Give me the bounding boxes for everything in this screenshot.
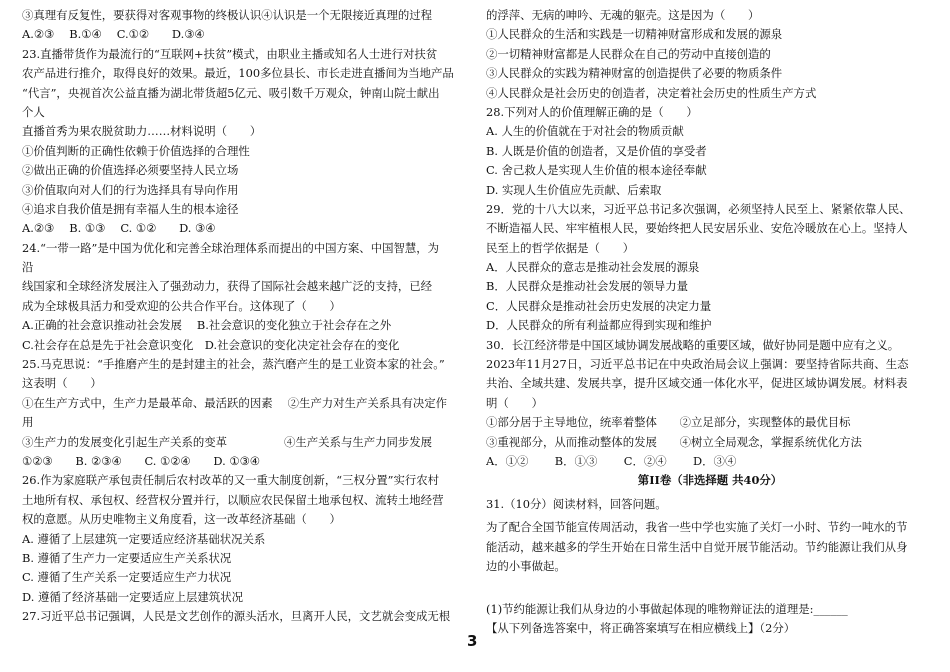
- right-line: 2023年11月27日，习近平总书记在中央政治局会议上强调：要坚持省际共商、生态: [486, 357, 909, 372]
- left-line: B. 遵循了生产力一定要适应生产关系状况: [22, 550, 232, 565]
- right-line: 第II卷（非选择题 共40分）: [637, 473, 783, 488]
- right-line: C．人民群众是推动社会历史发展的决定力量: [486, 298, 712, 313]
- left-line: 23.直播带货作为最流行的“互联网+扶贫”模式，由职业主播或知名人士进行对扶贫: [22, 46, 438, 61]
- left-line: 权的意愿。从历史唯物主义角度看，这一改革经济基础（ ）: [22, 512, 341, 527]
- right-line: C. 舍己救人是实现人生价值的根本途径奉献: [486, 163, 707, 178]
- left-line: ③生产力的发展变化引起生产关系的变革 ④生产关系与生产力同步发展: [22, 434, 433, 449]
- left-line: C.社会存在总是先于社会意识变化 D.社会意识的变化决定社会存在的变化: [22, 337, 400, 352]
- left-line: ①价值判断的正确性依赖于价值选择的合理性: [22, 143, 250, 158]
- left-line: D. 遵循了经济基础一定要适应上层建筑状况: [22, 589, 244, 604]
- left-line: “代言”，央视首次公益直播为湖北带货超5亿元、吸引数千万观众，钟南山院士献出: [22, 85, 440, 100]
- left-line: 沿: [22, 260, 34, 275]
- right-line: 【从下列备选答案中，将正确答案填写在相应横线上】（2分）: [486, 621, 796, 636]
- left-line: ①②③ B. ②③④ C. ①②④ D. ①③④: [22, 453, 261, 468]
- right-line: 的浮萍、无病的呻吟、无魂的躯壳。这是因为（ ）: [486, 8, 760, 22]
- right-line: ③人民群众的实践为精神财富的创造提供了必要的物质条件: [486, 66, 783, 81]
- right-line: D．人民群众的所有利益都应得到实现和维护: [486, 318, 712, 333]
- page-number: 3: [467, 632, 478, 650]
- left-line: 直播首秀为果农脱贫助力……材料说明（ ）: [22, 124, 262, 139]
- right-line: 民至上的哲学依据是（ ）: [486, 240, 635, 255]
- left-line: 25.马克思说：“手推磨产生的是封建主的社会，蒸汽磨产生的是工业资本家的社会。”: [22, 357, 445, 372]
- left-line: 个人: [22, 104, 45, 119]
- right-line: ④人民群众是社会历史的创造者，决定着社会历史的性质生产方式: [486, 85, 817, 100]
- left-line: ③真理有反复性，要获得对客观事物的终极认识④认识是一个无限接近真理的过程: [22, 8, 433, 22]
- right-line: A．①② B．①③ C．②④ D．③④: [486, 453, 737, 468]
- left-line: 这表明（ ）: [22, 376, 102, 391]
- right-line: 31.（10分）阅读材料，回答问题。: [486, 496, 667, 511]
- right-line: (1)节约能源让我们从身边的小事做起体现的唯物辩证法的道理是:______: [486, 601, 848, 616]
- left-line: A.②③ B. ①③ C. ①② D. ③④: [22, 221, 216, 236]
- left-line: 线国家和全球经济发展注入了强劲动力，获得了国际社会越来越广泛的支持，已经: [22, 279, 433, 294]
- left-line: ①在生产方式中，生产力是最革命、最活跃的因素 ②生产力对生产关系具有决定作: [22, 395, 448, 410]
- left-line: 农产品进行推介，取得良好的效果。最近，100多位县长、市长走进直播间为当地产品: [22, 66, 454, 81]
- right-line: 30．长江经济带是中国区域协调发展战略的重要区域，做好协同是题中应有之义。: [486, 337, 900, 352]
- right-line: [486, 576, 934, 595]
- right-line: D. 实现人生价值应先贡献、后索取: [486, 182, 662, 197]
- left-line: A. 遵循了上层建筑一定要适应经济基础状况关系: [22, 531, 266, 546]
- right-column: [486, 6, 934, 639]
- right-line: B．人民群众是推动社会发展的领导力量: [486, 279, 689, 294]
- left-line: 26.作为家庭联产承包责任制后农村改革的又一重大制度创新，“三权分置”实行农村: [22, 473, 440, 488]
- left-line: A.②③ B.①④ C.①② D.③④: [22, 27, 205, 42]
- right-line: A. 人生的价值就在于对社会的物质贡献: [486, 124, 684, 139]
- left-line: ②做出正确的价值选择必须要坚持人民立场: [22, 163, 239, 178]
- right-line: 为了配合全国节能宣传周活动，我省一些中学也实施了关灯一小时、节约一吨水的节: [486, 520, 908, 535]
- right-line: 28.下列对人的价值理解正确的是（ ）: [486, 104, 698, 119]
- left-line: 用: [22, 415, 34, 430]
- right-line: 明（ ）: [486, 395, 543, 410]
- right-line: 不断造福人民、牢牢植根人民，要始终把人民安居乐业、安危冷暖放在心上。坚持人: [486, 221, 908, 236]
- right-line: B. 人既是价值的创造者，又是价值的享受者: [486, 143, 707, 158]
- left-line: ③价值取向对人们的行为选择具有导向作用: [22, 182, 239, 197]
- right-line: ①部分居于主导地位，统率着整体 ②立足部分，实现整体的最优目标: [486, 415, 851, 430]
- right-line: 共治、全域共建、发展共享，提升区域交通一体化水平，促进区域协调发展。材料表: [486, 376, 908, 391]
- left-line: 土地所有权、承包权、经营权分置并行，以顺应农民保留土地承包权、流转土地经营: [22, 492, 444, 507]
- right-line: 能活动，越来越多的学生开始在日常生活中自觉开展节能活动。节约能源让我们从身: [486, 539, 908, 554]
- left-line: 成为全球极具活力和受欢迎的公共合作平台。这体现了（ ）: [22, 298, 341, 313]
- left-line: 27.习近平总书记强调，人民是文艺创作的源头活水，旦离开人民，文艺就会变成无根: [22, 609, 451, 624]
- left-column: [22, 6, 470, 627]
- right-line: 边的小事做起。: [486, 558, 566, 573]
- right-line: ③重视部分，从而推动整体的发展 ④树立全局观念，掌握系统优化方法: [486, 434, 862, 449]
- left-line: 24.“一带一路”是中国为优化和完善全球治理体系而提出的中国方案、中国智慧，为: [22, 240, 440, 255]
- left-line: ④追求自我价值是拥有幸福人生的根本途径: [22, 201, 239, 216]
- right-line: A．人民群众的意志是推动社会发展的源泉: [486, 260, 700, 275]
- right-line: ②一切精神财富都是人民群众在自己的劳动中直接创造的: [486, 46, 771, 61]
- left-line: C. 遵循了生产关系一定要适应生产力状况: [22, 570, 232, 585]
- left-line: A.正确的社会意识推动社会发展 B.社会意识的变化独立于社会存在之外: [22, 318, 392, 333]
- right-line: ①人民群众的生活和实践是一切精神财富形成和发展的源泉: [486, 27, 783, 42]
- right-line: 29．党的十八大以来，习近平总书记多次强调，必须坚持人民至上、紧紧依靠人民、: [486, 201, 911, 216]
